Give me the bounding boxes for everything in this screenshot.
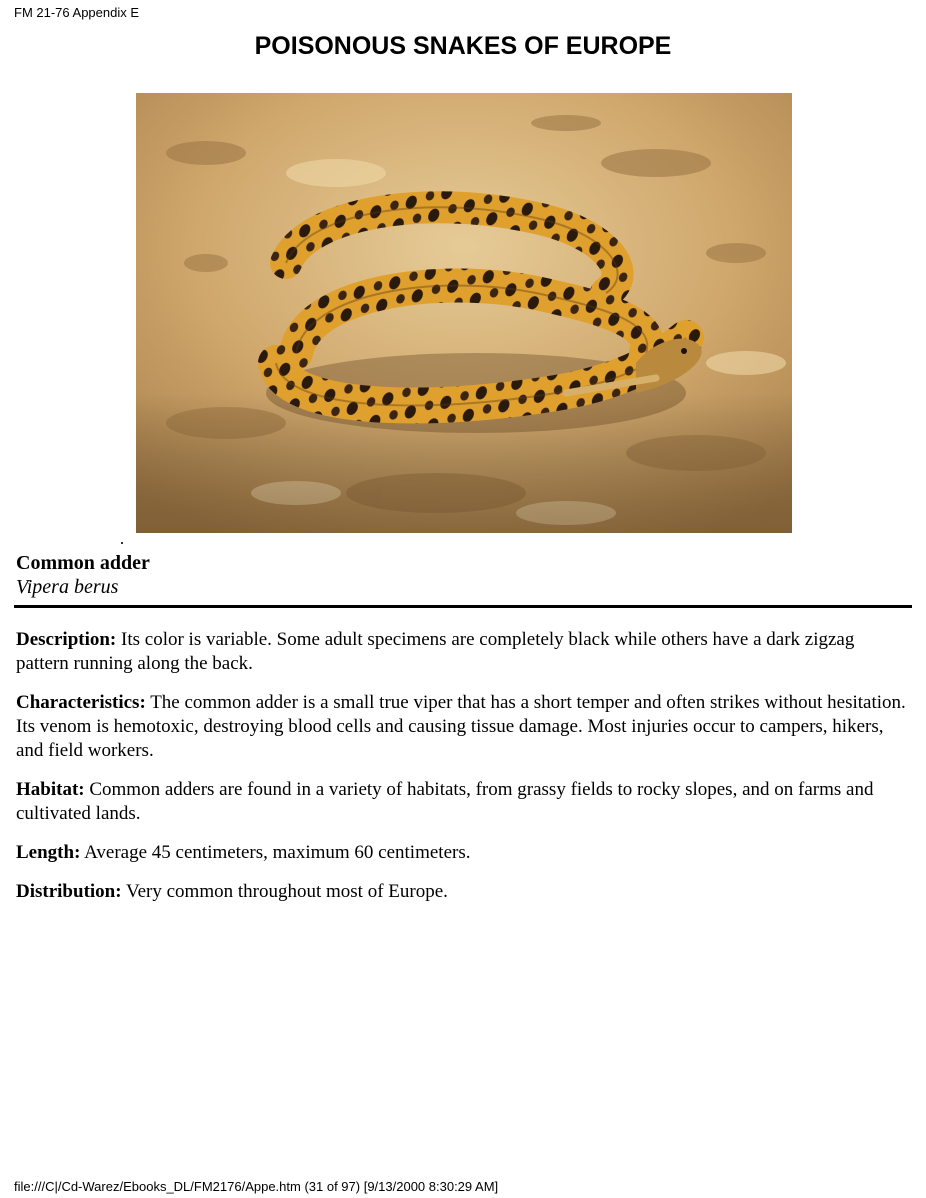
length-text: Average 45 centimeters, maximum 60 centimeters. <box>80 842 471 863</box>
distribution-text: Very common throughout most of Europe. <box>121 881 448 902</box>
habitat-text: Common adders are found in a variety of habitats, from grassy fields to rocky slopes, and on farms and cultivated lands. <box>16 779 874 824</box>
species-scientific-name: Vipera berus <box>16 576 119 598</box>
habitat-label: Habitat: <box>16 779 85 800</box>
distribution-label: Distribution: <box>16 881 122 902</box>
length-label: Length: <box>16 842 81 863</box>
characteristics-label: Characteristics: <box>16 692 146 713</box>
description-text: Its color is variable. Some adult specimens are completely black while others have a dark zigzag pattern running along the back. <box>16 629 855 674</box>
length-paragraph <box>16 841 906 865</box>
characteristics-paragraph <box>16 691 906 763</box>
habitat-paragraph <box>16 778 906 826</box>
stray-mark <box>121 542 123 544</box>
characteristics-text: The common adder is a small true viper that has a short temper and often strikes without hesitation. Its venom is hemotoxic, destroying blood cells and causing tissue damage. Most injuries occur to campers, hikers, and field workers. <box>16 692 906 761</box>
species-common-name: Common adder <box>16 552 150 574</box>
species-details <box>16 628 906 919</box>
snake-photo-drawing <box>136 93 792 533</box>
page-footer: file:///C|/Cd-Warez/Ebooks_DL/FM2176/Appe.htm (31 of 97) [9/13/2000 8:30:29 AM] <box>14 1179 499 1194</box>
description-label: Description: <box>16 629 117 650</box>
page-title: POISONOUS SNAKES OF EUROPE <box>254 32 672 60</box>
running-header: FM 21-76 Appendix E <box>14 5 140 20</box>
snake-photo <box>136 93 792 533</box>
distribution-paragraph <box>16 880 906 904</box>
section-divider <box>14 605 912 608</box>
description-paragraph <box>16 628 906 676</box>
